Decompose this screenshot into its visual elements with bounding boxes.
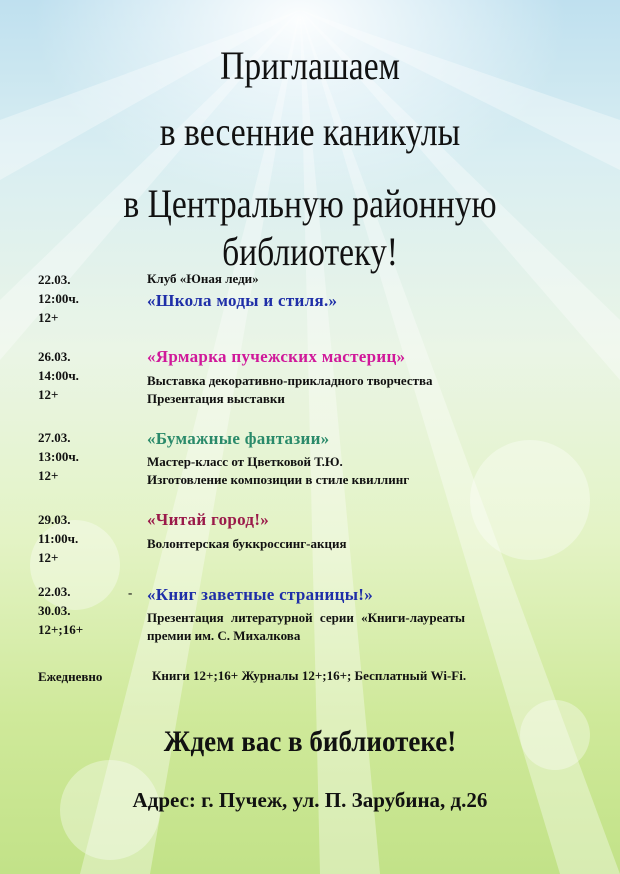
event-age: 12+;16+: [38, 622, 84, 637]
title-line-3: в Центральную районную библиотеку!: [123, 181, 497, 274]
event-title: «Ярмарка пучежских мастериц»: [147, 347, 406, 366]
event-desc: Презентация выставки: [147, 391, 285, 406]
event-date-end: 30.03.: [38, 603, 71, 618]
event-title: «Школа моды и стиля.»: [147, 291, 338, 310]
event-desc: Мастер-класс от Цветковой Т.Ю.: [147, 454, 343, 469]
daily-label: Ежедневно: [38, 669, 103, 684]
event-date: 22.03.: [38, 584, 71, 599]
event-dash: -: [128, 585, 133, 600]
title-line-1: Приглашаем: [220, 43, 400, 88]
event-desc: Выставка декоративно-прикладного творчества: [147, 373, 433, 388]
event-desc: премии им. С. Михалкова: [147, 628, 301, 643]
event-desc: Изготовление композиции в стиле квиллинг: [147, 472, 410, 487]
event-age: 12+: [38, 468, 59, 483]
event-date: 22.03.: [38, 272, 71, 287]
event-date: 27.03.: [38, 430, 71, 445]
event-date: 26.03.: [38, 349, 71, 364]
event-title: «Читай город!»: [147, 510, 270, 529]
title-line-2: в весенние каникулы: [159, 109, 461, 154]
event-title: «Бумажные фантазии»: [147, 429, 330, 448]
event-title: «Книг заветные страницы!»: [147, 585, 374, 604]
event-desc: Волонтерская буккроссинг-акция: [147, 536, 347, 551]
event-age: 12+: [38, 310, 59, 325]
event-time: 14:00ч.: [38, 368, 79, 383]
event-club: Клуб «Юная леди»: [147, 271, 259, 286]
event-time: 11:00ч.: [38, 531, 79, 546]
event-age: 12+: [38, 550, 59, 565]
event-age: 12+: [38, 387, 59, 402]
event-date: 29.03.: [38, 512, 71, 527]
event-desc: Презентация литературной серии «Книги-лауреаты: [147, 610, 466, 625]
event-time: 12:00ч.: [38, 291, 79, 306]
invite-text: Ждем вас в библиотеке!: [163, 725, 457, 758]
daily-text: Книги 12+;16+ Журналы 12+;16+; Бесплатный Wi-Fi.: [152, 668, 467, 683]
address-text: Адрес: г. Пучеж, ул. П. Зарубина, д.26: [132, 788, 488, 812]
event-time: 13:00ч.: [38, 449, 79, 464]
